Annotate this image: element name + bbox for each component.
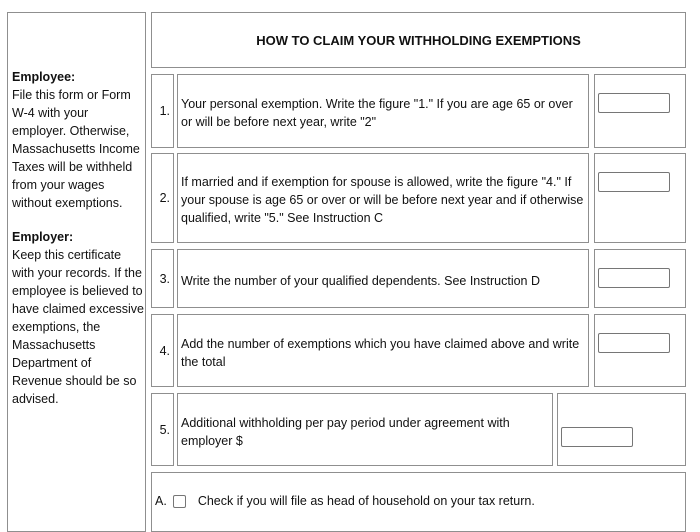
sidebar-text [12, 68, 144, 408]
head-of-household-label: Check if you will file as head of household on your tax return. [197, 494, 535, 508]
row-4-text: Add the number of exemptions which you have claimed above and write the total [177, 314, 589, 387]
row-5-number: 5. [151, 393, 174, 466]
row-1-number: 1. [151, 74, 174, 148]
row-2-text: If married and if exemption for spouse is allowed, write the figure "4." If your spouse is age 65 or over or will be before next year and if otherwise qualified, write "5." See Instruction C [177, 153, 589, 243]
employee-instructions: File this form or Form W-4 with your employer. Otherwise, Massachusetts Income Taxes will be withheld from your wages without exemptions. [12, 88, 140, 210]
spouse-exemption-input[interactable] [598, 172, 670, 192]
row-3-text: Write the number of your qualified dependents. See Instruction D [177, 249, 589, 308]
employer-heading: Employer: [12, 230, 74, 244]
employee-heading: Employee: [12, 70, 76, 84]
row-1-text: Your personal exemption. Write the figure "1." If you are age 65 or over or will be before next year, write "2" [177, 74, 589, 148]
option-a-letter: A. [155, 494, 167, 508]
total-exemptions-input[interactable] [598, 333, 670, 353]
row-5-text: Additional withholding per pay period under agreement with employer $ [177, 393, 553, 466]
head-of-household-checkbox[interactable] [173, 495, 186, 508]
dependents-input[interactable] [598, 268, 670, 288]
additional-withholding-input[interactable] [561, 427, 633, 447]
personal-exemption-input[interactable] [598, 93, 670, 113]
employer-instructions: Keep this certificate with your records. If the employee is believed to have claimed excessive exemptions, the Massachusetts Department of Revenue should be so advised. [12, 248, 145, 406]
form-title: HOW TO CLAIM YOUR WITHHOLDING EXEMPTIONS [151, 12, 686, 68]
option-a-content [155, 494, 535, 508]
row-2-number: 2. [151, 153, 174, 243]
row-4-number: 4. [151, 314, 174, 387]
row-2-input-cell [594, 153, 686, 243]
row-3-number: 3. [151, 249, 174, 308]
